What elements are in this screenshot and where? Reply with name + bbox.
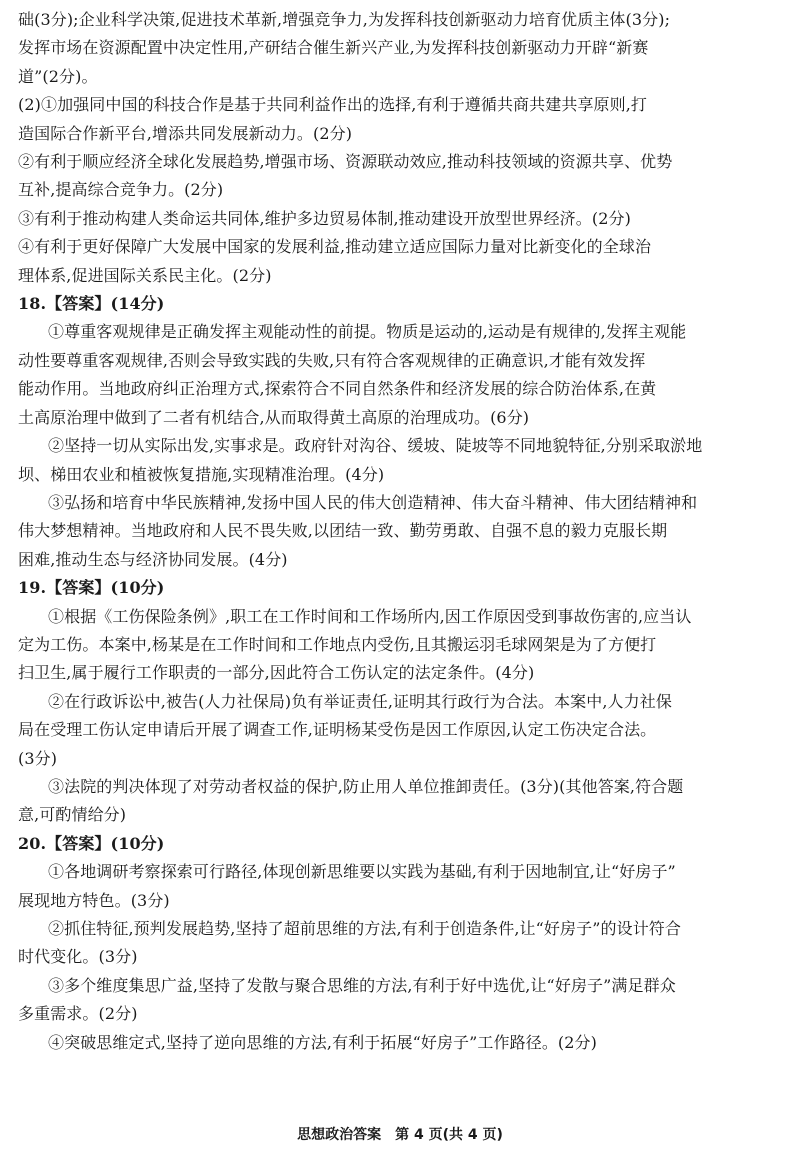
text-line: 局在受理工伤认定申请后开展了调查工作,证明杨某受伤是因工作原因,认定工伤决定合法。 — [18, 720, 657, 740]
section-17-continued — [18, 6, 782, 290]
text-line: 础(3分);企业科学决策,促进技术革新,增强竞争力,为发挥科技创新驱动力培育优质主体(3分); — [18, 10, 671, 29]
text-line: ①尊重客观规律是正确发挥主观能动性的前提。物质是运动的,运动是有规律的,发挥主观能 — [48, 322, 687, 342]
text-line: 造国际合作新平台,增添共同发展新动力。(2分) — [18, 123, 353, 143]
text-line: 时代变化。(3分) — [18, 947, 138, 967]
text-line: 多重需求。(2分) — [18, 1004, 138, 1024]
text-line: ③弘扬和培育中华民族精神,发扬中国人民的伟大创造精神、伟大奋斗精神、伟大团结精神和 — [48, 492, 698, 512]
question-20 — [18, 830, 782, 1057]
question-19 — [18, 574, 782, 830]
text-line: 发挥市场在资源配置中决定性用,产研结合催生新兴产业,为发挥科技创新驱动力开辟“新赛 — [18, 38, 649, 58]
text-line: ③多个维度集思广益,坚持了发散与聚合思维的方法,有利于好中选优,让“好房子”满足群众 — [48, 975, 676, 995]
text-line: 土高原治理中做到了二者有机结合,从而取得黄土高原的治理成功。(6分) — [18, 407, 530, 427]
text-line: 能动作用。当地政府纠正治理方式,探索符合不同自然条件和经济发展的综合防治体系,在黄 — [18, 379, 657, 399]
text-line: ①根据《工伤保险条例》,职工在工作时间和工作场所内,因工作原因受到事故伤害的,应当认 — [48, 606, 692, 626]
question-18 — [18, 290, 782, 574]
text-line: 互补,提高综合竞争力。(2分) — [18, 180, 224, 200]
question-18-heading: 18.【答案】(14分) — [18, 294, 165, 314]
text-line: ④突破思维定式,坚持了逆向思维的方法,有利于拓展“好房子”工作路径。(2分) — [48, 1032, 597, 1052]
text-line: ②在行政诉讼中,被告(人力社保局)负有举证责任,证明其行政行为合法。本案中,人力社保 — [48, 691, 672, 711]
text-line: 困难,推动生态与经济协同发展。(4分) — [18, 549, 288, 569]
text-line: 展现地方特色。(3分) — [18, 890, 170, 910]
question-20-heading: 20.【答案】(10分) — [18, 833, 165, 853]
text-line: ②抓住特征,预判发展趋势,坚持了超前思维的方法,有利于创造条件,让“好房子”的设计符合 — [48, 919, 682, 938]
text-line: ④有利于更好保障广大发展中国家的发展利益,推动建立适应国际力量对比新变化的全球治 — [18, 237, 652, 257]
text-line: 坝、梯田农业和植被恢复措施,实现精准治理。(4分) — [18, 464, 385, 484]
text-line: 伟大梦想精神。当地政府和人民不畏失败,以团结一致、勤劳勇敢、自强不息的毅力克服长期 — [18, 521, 668, 541]
text-line: (3分) — [18, 748, 58, 768]
text-line: 动性要尊重客观规律,否则会导致实践的失败,只有符合客观规律的正确意识,才能有效发挥 — [18, 350, 646, 370]
text-line: ③法院的判决体现了对劳动者权益的保护,防止用人单位推卸责任。(3分)(其他答案,符合题 — [48, 776, 684, 796]
text-line: ②坚持一切从实际出发,实事求是。政府针对沟谷、缓坡、陡坡等不同地貌特征,分别采取淤地 — [48, 436, 703, 456]
text-line: ②有利于顺应经济全球化发展趋势,增强市场、资源联动效应,推动科技领域的资源共享、优势 — [18, 152, 673, 172]
text-line: 道”(2分)。 — [18, 66, 98, 86]
text-line: 定为工伤。本案中,杨某是在工作时间和工作地点内受伤,且其搬运羽毛球网架是为了方便打 — [18, 634, 657, 654]
text-line: ③有利于推动构建人类命运共同体,维护多边贸易体制,推动建设开放型世界经济。(2分) — [18, 208, 631, 228]
page-footer: 思想政治答案 第 4 页(共 4 页) — [297, 1127, 503, 1143]
text-line: 理体系,促进国际关系民主化。(2分) — [18, 265, 272, 285]
answer-page — [18, 6, 782, 1057]
question-19-heading: 19.【答案】(10分) — [18, 578, 165, 598]
text-line: ①各地调研考察探索可行路径,体现创新思维要以实践为基础,有利于因地制宜,让“好房子” — [48, 862, 676, 882]
text-line: 意,可酌情给分) — [18, 805, 127, 825]
text-line: 扫卫生,属于履行工作职责的一部分,因此符合工伤认定的法定条件。(4分) — [18, 663, 535, 683]
text-line: (2)①加强同中国的科技合作是基于共同利益作出的选择,有利于遵循共商共建共享原则,打 — [18, 95, 648, 115]
